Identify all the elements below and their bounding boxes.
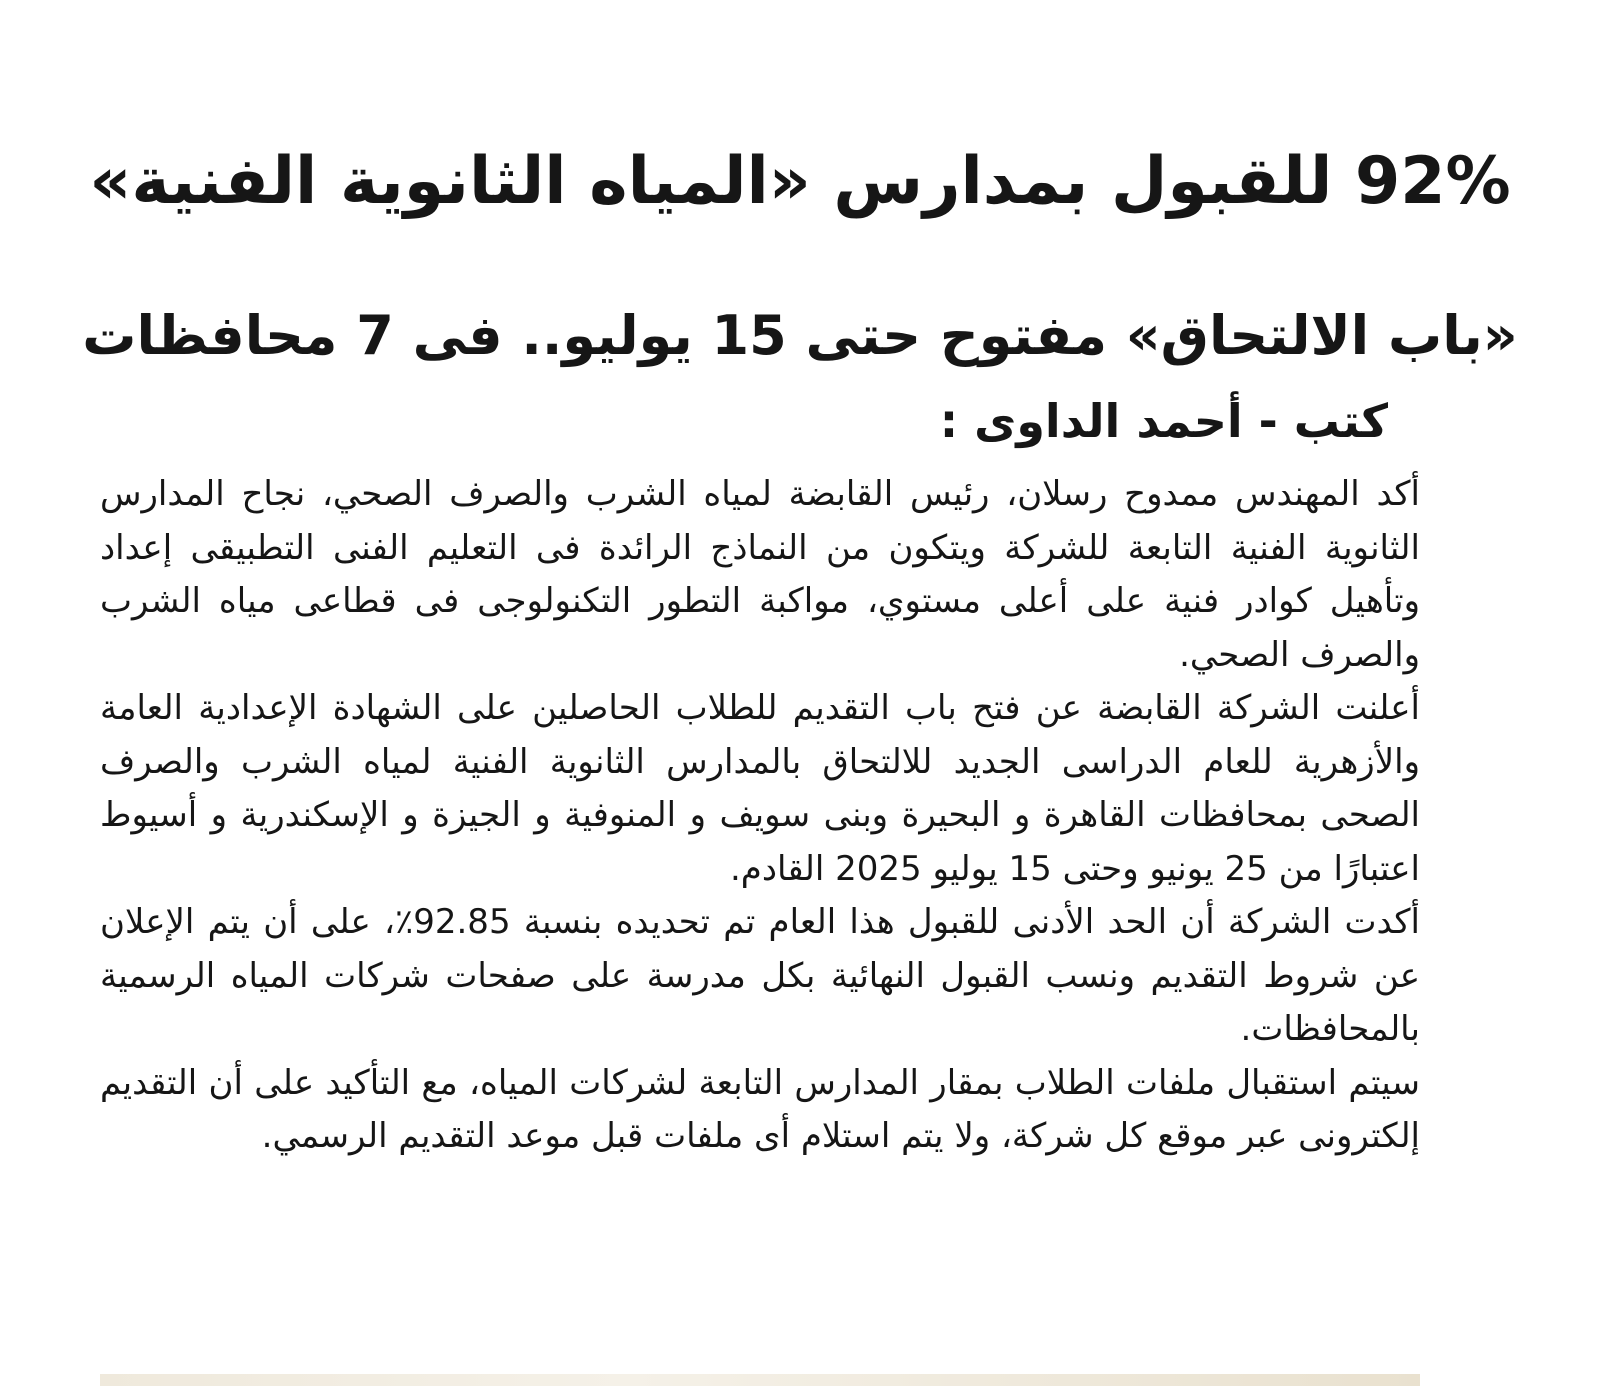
article-paragraph: أكدت الشركة أن الحد الأدنى للقبول هذا العام تم تحديده بنسبة 92.85٪، على أن يتم الإعلان عن شروط التقديم ونسب القبول النهائية بكل مدرسة على صفحات شركات المياه الرسمية بالمحافظات. — [100, 902, 1421, 1049]
article-paragraph: أعلنت الشركة القابضة عن فتح باب التقديم للطلاب الحاصلين على الشهادة الإعدادية العامة والأزهرية للعام الدراسى الجديد للالتحاق بالمدارس الثانوية الفنية لمياه الشرب والصرف الصحى بمحافظات القاهرة و البحيرة وبنى سويف و المنوفية و الجيزة و الإسكندرية و أسيوط اعتبارًا من 25 يونيو وحتى 15 يوليو 2025 القادم. — [100, 688, 1420, 889]
article-paragraph: سيتم استقبال ملفات الطلاب بمقار المدارس التابعة لشركات المياه، مع التأكيد على أن التقديم إلكترونى عبر موقع كل شركة، ولا يتم استلام أى ملفات قبل موعد التقديم الرسمي. — [100, 1062, 1420, 1156]
headline-sub: «باب الالتحاق» مفتوح حتى 15 يوليو.. فى 7 محافظات — [82, 303, 1518, 367]
article-paragraph: أكد المهندس ممدوح رسلان، رئيس القابضة لمياه الشرب والصرف الصحي، نجاح المدارس الثانوية الفنية التابعة للشركة ويتكون من النماذج الرائدة فى التعليم الفنى التطبيقى إعداد وتأهيل كوادر فنية على أعلى مستوي، مواكبة التطور التكنولوجى فى قطاعى مياه الشرب والصرف الصحي. — [100, 474, 1420, 675]
headline-main: 92% للقبول بمدارس «المياه الثانوية الفنية» — [89, 143, 1511, 219]
byline: كتب - أحمد الداوى : — [939, 394, 1388, 448]
cropped-photo-edge — [100, 1374, 1420, 1386]
article-body — [100, 468, 1420, 1164]
